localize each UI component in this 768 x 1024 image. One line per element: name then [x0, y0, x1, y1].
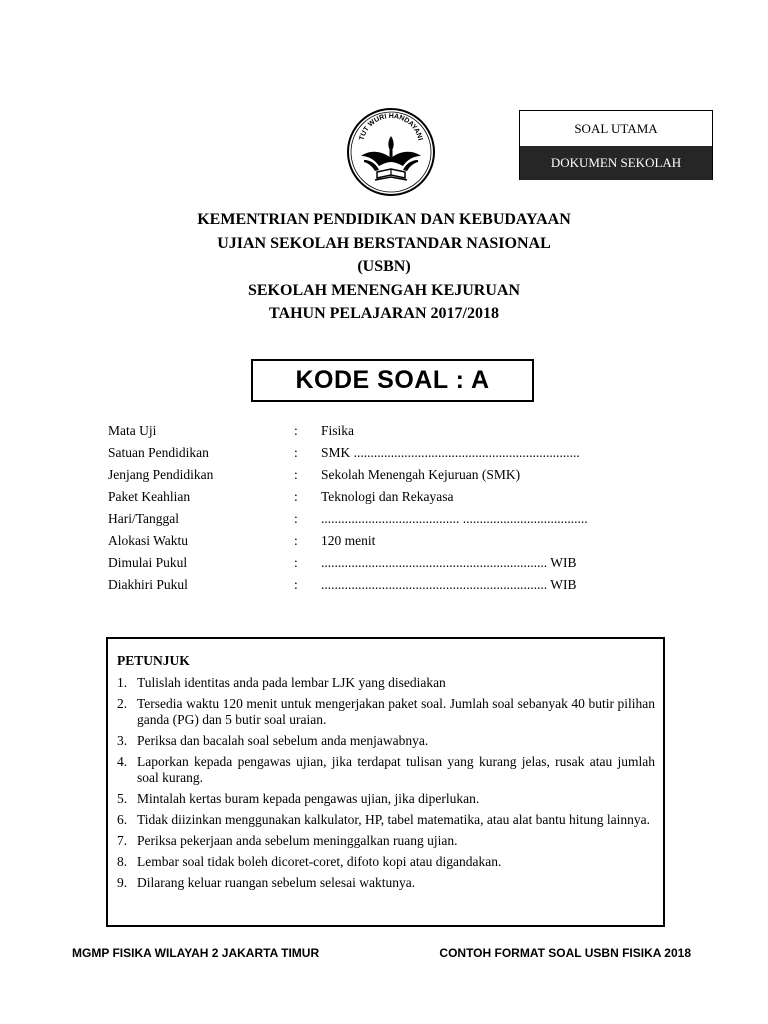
info-label: Hari/Tanggal [108, 511, 180, 526]
info-colon: : [294, 445, 298, 460]
document-heading [0, 208, 768, 326]
heading-exam-name: UJIAN SEKOLAH BERSTANDAR NASIONAL [217, 234, 551, 252]
info-label: Dimulai Pukul [108, 555, 188, 570]
tut-wuri-handayani-emblem-icon [341, 106, 441, 198]
list-item [117, 696, 655, 728]
footer-left: MGMP FISIKA WILAYAH 2 JAKARTA TIMUR [72, 946, 320, 960]
footer-right: CONTOH FORMAT SOAL USBN FISIKA 2018 [439, 946, 691, 960]
list-item [117, 791, 655, 807]
info-value: Sekolah Menengah Kejuruan (SMK) [321, 467, 521, 482]
heading-ministry: KEMENTRIAN PENDIDIKAN DAN KEBUDAYAAN [197, 211, 571, 228]
heading-academic-year: TAHUN PELAJARAN 2017/2018 [269, 305, 499, 322]
status-dokumen-sekolah: DOKUMEN SEKOLAH [520, 146, 712, 180]
list-item-text: Periksa dan bacalah soal sebelum anda menjawabnya. [137, 733, 429, 748]
info-colon: : [294, 423, 298, 438]
list-item [117, 754, 655, 786]
list-item-number: 6. [117, 812, 128, 827]
info-row [108, 533, 628, 555]
svg-text:TUT WURI HANDAYANI: TUT WURI HANDAYANI [358, 112, 424, 142]
info-label: Satuan Pendidikan [108, 445, 209, 460]
list-item-number: 5. [117, 791, 128, 806]
exam-info-table [108, 423, 628, 599]
list-item-number: 4. [117, 754, 128, 769]
heading-exam-acronym: (USBN) [357, 258, 411, 275]
list-item [117, 675, 655, 691]
list-item [117, 875, 655, 891]
status-soal-utama: SOAL UTAMA [520, 111, 712, 146]
info-value: ......................................... ..................................... [321, 511, 588, 526]
document-status-box [519, 110, 713, 180]
info-label: Diakhiri Pukul [108, 577, 188, 592]
info-colon: : [294, 577, 298, 592]
list-item-text: Periksa pekerjaan anda sebelum meninggalkan ruang ujian. [137, 833, 458, 848]
list-item-number: 7. [117, 833, 128, 848]
info-value: SMK ................................................................... [321, 445, 580, 460]
info-label: Alokasi Waktu [108, 533, 189, 548]
info-colon: : [294, 511, 298, 526]
list-item-number: 9. [117, 875, 128, 890]
info-colon: : [294, 467, 298, 482]
list-item-text: Tulislah identitas anda pada lembar LJK yang disediakan [137, 675, 446, 690]
info-row [108, 445, 628, 467]
info-value: ................................................................... WIB [321, 577, 577, 592]
info-row [108, 489, 628, 511]
list-item-text: Mintalah kertas buram kepada pengawas ujian, jika diperlukan. [137, 791, 480, 806]
list-item-number: 2. [117, 696, 128, 711]
info-label: Jenjang Pendidikan [108, 467, 214, 482]
list-item [117, 833, 655, 849]
list-item [117, 812, 655, 828]
info-colon: : [294, 533, 298, 548]
list-item-number: 3. [117, 733, 128, 748]
list-item-text: Tersedia waktu 120 menit untuk mengerjakan paket soal. Jumlah soal sebanyak 40 butir pilihan ganda (PG) dan 5 butir soal uraian. [137, 696, 655, 727]
info-value: Fisika [321, 423, 355, 438]
info-label: Paket Keahlian [108, 489, 191, 504]
info-value: Teknologi dan Rekayasa [321, 489, 454, 504]
info-colon: : [294, 555, 298, 570]
list-item [117, 733, 655, 749]
list-item-text: Lembar soal tidak boleh dicoret-coret, difoto kopi atau digandakan. [137, 854, 502, 869]
list-item-number: 1. [117, 675, 128, 690]
info-row [108, 577, 628, 599]
list-item-text: Tidak diizinkan menggunakan kalkulator, HP, tabel matematika, atau alat bantu hitung lainnya. [137, 812, 650, 827]
info-row [108, 423, 628, 445]
list-item-number: 8. [117, 854, 128, 869]
petunjuk-box [106, 637, 665, 927]
list-item-text: Laporkan kepada pengawas ujian, jika terdapat tulisan yang kurang jelas, rusak atau jumlah soal kurang. [137, 754, 655, 785]
info-value: 120 menit [321, 533, 376, 548]
info-row [108, 511, 628, 533]
petunjuk-list [117, 675, 655, 891]
info-label: Mata Uji [108, 423, 157, 438]
info-row [108, 467, 628, 489]
heading-school-type: SEKOLAH MENENGAH KEJURUAN [247, 281, 521, 299]
info-colon: : [294, 489, 298, 504]
info-row [108, 555, 628, 577]
info-value: ................................................................... WIB [321, 555, 577, 570]
petunjuk-title: PETUNJUK [117, 653, 190, 668]
list-item-text: Dilarang keluar ruangan sebelum selesai waktunya. [137, 875, 416, 890]
kode-soal-box: KODE SOAL : A [251, 359, 534, 402]
list-item [117, 854, 655, 870]
